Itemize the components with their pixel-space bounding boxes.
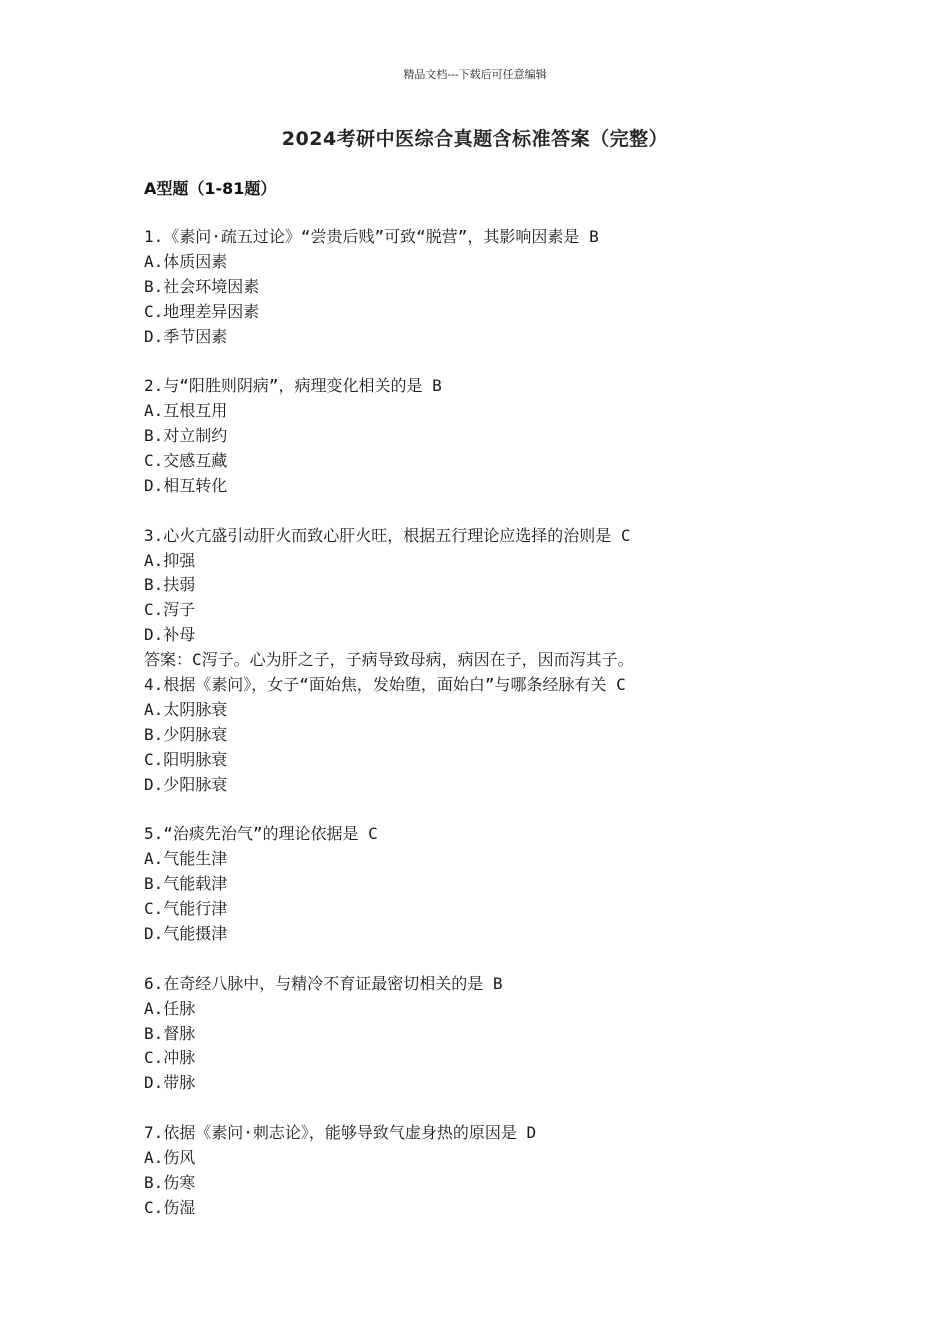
option: C.伤湿 <box>144 1197 196 1217</box>
option: D.季节因素 <box>144 326 228 346</box>
option: B.伤寒 <box>144 1172 196 1192</box>
section-heading: A型题（1-81题） <box>144 179 277 198</box>
question-stem: 2.与“阳胜则阴病”，病理变化相关的是 B <box>144 376 442 396</box>
option: A.抑强 <box>144 550 196 570</box>
option: B.扶弱 <box>144 575 196 595</box>
option: A.太阴脉衰 <box>144 699 228 719</box>
option: C.泻子 <box>144 600 196 620</box>
option: C.阳明脉衰 <box>144 749 228 769</box>
option: D.相互转化 <box>144 475 228 495</box>
question-stem: 6.在奇经八脉中，与精冷不育证最密切相关的是 B <box>144 973 503 993</box>
option: D.少阳脉衰 <box>144 774 228 794</box>
option: D.带脉 <box>144 1073 196 1093</box>
option: C.地理差异因素 <box>144 301 260 321</box>
option: D.补母 <box>144 625 196 645</box>
question-stem: 1.《素问·疏五过论》“尝贵后贱”可致“脱营”，其影响因素是 B <box>144 227 599 246</box>
option: B.气能载津 <box>144 874 228 894</box>
option: A.互根互用 <box>144 401 228 421</box>
option: A.体质因素 <box>144 251 228 271</box>
question-list <box>144 225 844 1221</box>
option: D.气能摄津 <box>144 923 228 943</box>
option: C.冲脉 <box>144 1048 196 1068</box>
option: B.少阴脉衰 <box>144 724 228 744</box>
question-stem: 5.“治痰先治气”的理论依据是 C <box>144 824 378 844</box>
question-stem: 7.依据《素问·刺志论》，能够导致气虚身热的原因是 D <box>144 1123 537 1143</box>
option: B.对立制约 <box>144 426 228 446</box>
option: A.伤风 <box>144 1147 196 1167</box>
question-stem: 4.根据《素问》，女子“面始焦，发始堕，面始白”与哪条经脉有关 C <box>144 675 626 695</box>
page-header: 精品文档---下载后可任意编辑 <box>403 68 547 81</box>
option: A.气能生津 <box>144 849 228 869</box>
option: B.督脉 <box>144 1023 196 1043</box>
question-stem: 3.心火亢盛引动肝火而致心肝火旺，根据五行理论应选择的治则是 C <box>144 525 631 545</box>
option: B.社会环境因素 <box>144 276 260 296</box>
option: C.交感互藏 <box>144 451 228 471</box>
option: C.气能行津 <box>144 899 228 919</box>
answer-explanation: 答案：C泻子。心为肝之子，子病导致母病，病因在子，因而泻其子。 <box>144 650 634 670</box>
document-title: 2024考研中医综合真题含标准答案（完整） <box>281 128 669 150</box>
option: A.任脉 <box>144 998 196 1018</box>
